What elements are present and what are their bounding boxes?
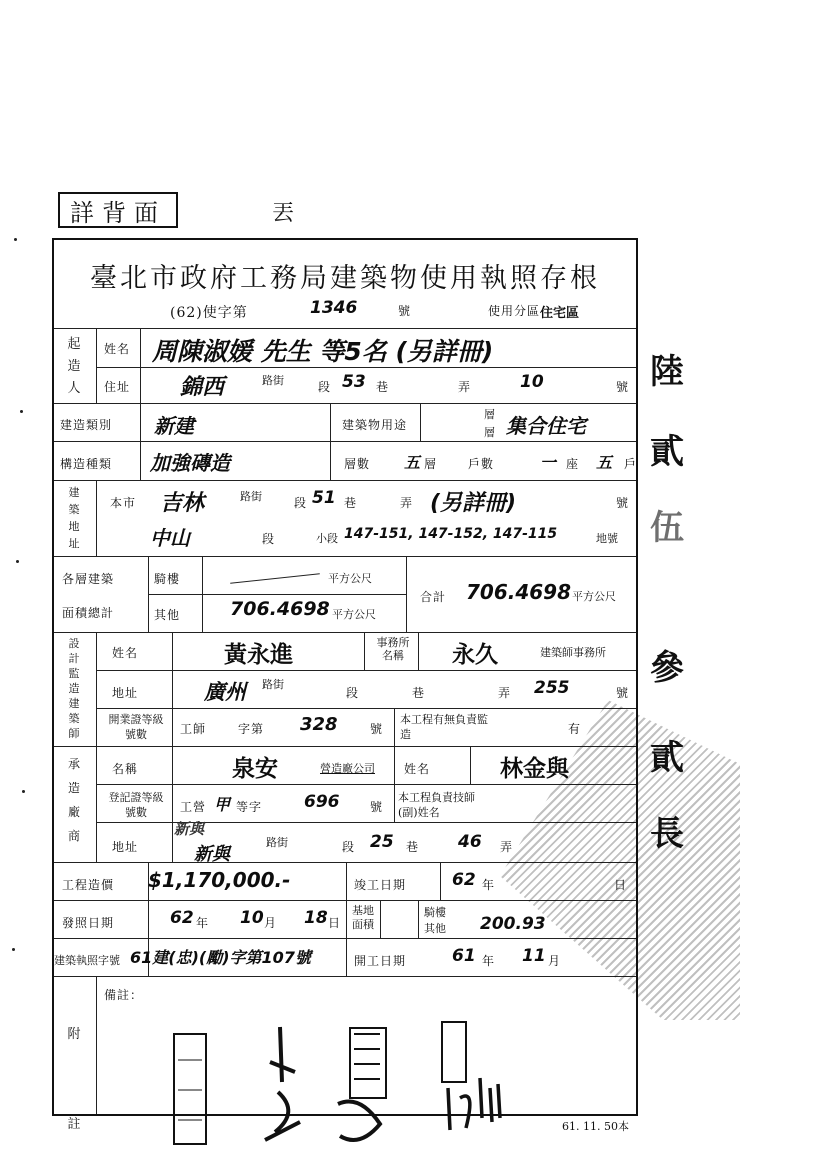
scan-speck <box>22 790 25 793</box>
office-value: 永久 <box>452 642 498 668</box>
applicant-addr-road: 路街 <box>262 374 284 387</box>
contractor-addr-lane-no: 25 <box>370 832 394 852</box>
rule <box>418 632 419 670</box>
permit-no: 1346 <box>310 298 358 318</box>
start-label: 開工日期 <box>354 954 407 968</box>
households-unit: 座 <box>566 457 580 471</box>
rule <box>96 784 636 785</box>
margin-char-2: 貳 <box>650 432 684 472</box>
issue-day-unit: 日 <box>328 916 342 930</box>
remarks-label: 備註： <box>104 988 144 1002</box>
applicant-addr-alley: 弄 <box>458 380 472 394</box>
license-no: 328 <box>300 714 338 735</box>
use-value: 集合住宅 <box>506 414 586 438</box>
issue-day: 18 <box>304 908 328 928</box>
rule <box>394 746 395 822</box>
households-value2: 五 <box>596 453 613 472</box>
base-other: 其他 <box>424 922 446 935</box>
permit-label: 建築執照字號 <box>54 954 120 967</box>
start-year-unit: 年 <box>482 954 496 968</box>
margin-char-5: 貳 <box>650 738 684 778</box>
office-label: 事務所名稱 <box>376 636 410 662</box>
permit-no-prefix: (62)使字第 <box>170 305 248 321</box>
contractor-addr-road: 路街 <box>266 836 288 849</box>
complete-year: 62 <box>452 870 476 890</box>
site-lane: 巷 <box>344 496 358 510</box>
contractor-addr-lane: 巷 <box>406 840 420 854</box>
signature-1 <box>260 1022 310 1152</box>
use-floor-b: 層 <box>484 426 495 439</box>
site-alley: 弄 <box>400 496 414 510</box>
other-area-label: 其他 <box>154 608 181 622</box>
issue-label: 發照日期 <box>62 916 115 930</box>
applicant-name-value: 周陳淑媛 先生 等5名 (另詳冊) <box>152 337 494 366</box>
architect-addr-sec: 段 <box>346 686 360 700</box>
supervisor-value: 有 <box>568 722 582 736</box>
site-city: 本市 <box>110 496 137 510</box>
scan-speck <box>14 238 17 241</box>
other-area-value: 706.4698 <box>230 598 330 620</box>
rule <box>96 632 97 862</box>
scan-speck <box>12 948 15 951</box>
land-district: 中山 <box>150 526 190 550</box>
applicant-name-label: 姓名 <box>104 342 131 356</box>
rule <box>364 632 365 670</box>
rule <box>330 403 331 441</box>
rule <box>54 938 636 939</box>
rule <box>140 328 141 403</box>
start-month-unit: 月 <box>548 954 562 968</box>
reg-label: 登記證等級號數 <box>108 791 164 819</box>
contractor-name-value: 泉安 <box>232 756 278 782</box>
rule <box>54 328 636 329</box>
license-hao: 號 <box>370 722 384 736</box>
reg-zi: 等字 <box>236 800 263 814</box>
architect-name-value: 黃永進 <box>224 642 293 668</box>
architect-addr-label: 地址 <box>112 686 139 700</box>
scan-speck <box>20 410 23 413</box>
rule <box>96 328 97 403</box>
contractor-addr-city: 新與 <box>194 844 230 865</box>
rule <box>54 632 636 633</box>
reg-no: 696 <box>304 792 340 812</box>
area-label-a: 各層建築 <box>62 572 115 586</box>
issue-month: 10 <box>240 908 264 928</box>
architect-addr-city: 廣州 <box>204 680 246 704</box>
area-label-b: 面積總計 <box>62 606 115 620</box>
total-area-label: 合計 <box>420 590 447 604</box>
margin-char-6: 長 <box>650 814 684 854</box>
permit-value: 61建(忠)(勵)字第107號 <box>130 948 311 967</box>
rule <box>470 746 471 784</box>
base-arcade: 騎樓 <box>424 906 446 919</box>
cost-value: $1,170,000.- <box>148 868 291 892</box>
architect-addr-no: 255 <box>534 678 570 698</box>
license-grade: 工師 <box>180 722 207 736</box>
rule <box>96 670 636 671</box>
site-hao: 號 <box>616 496 630 510</box>
rule <box>96 480 97 556</box>
rule <box>54 746 636 747</box>
cost-label: 工程造價 <box>62 878 115 892</box>
approval-seal-2 <box>330 1024 390 1152</box>
applicant-addr-hao: 號 <box>616 380 630 394</box>
start-year: 61 <box>452 946 476 966</box>
rule <box>406 556 407 632</box>
architect-name-label: 姓名 <box>112 646 139 660</box>
architect-section-label: 設計監造建築師 <box>68 637 80 740</box>
complete-day-unit: 日 <box>614 878 628 892</box>
structure-value: 加強磚造 <box>150 451 230 475</box>
signature-2 <box>436 1018 506 1138</box>
total-area-value: 706.4698 <box>466 580 572 604</box>
issue-month-unit: 月 <box>264 916 278 930</box>
contractor-section-label: 承造廠商 <box>67 757 80 843</box>
other-area-unit: 平方公尺 <box>332 608 376 621</box>
supervisor-label: 本工程有無負責監造 <box>400 713 488 741</box>
use-floor-a: 層 <box>484 408 495 421</box>
floors-value: 五 <box>404 453 421 472</box>
rule <box>96 708 636 709</box>
site-sec: 段 <box>294 496 308 510</box>
contractor-addr-alley: 弄 <box>500 840 514 854</box>
rule <box>54 480 636 481</box>
rule <box>418 900 419 938</box>
contractor-addr-sec: 段 <box>342 840 356 854</box>
floors-unit: 層 <box>424 457 438 471</box>
applicant-section-label: 起造人 <box>67 337 81 396</box>
issue-year-unit: 年 <box>196 916 210 930</box>
license-label: 開業證等級號數 <box>108 713 164 741</box>
base-value: 200.93 <box>480 914 546 934</box>
zone-label: 使用分區 <box>488 304 541 318</box>
rule <box>54 556 636 557</box>
complete-label: 竣工日期 <box>354 878 407 892</box>
architect-addr-alley: 弄 <box>498 686 512 700</box>
applicant-addr-no: 10 <box>520 372 544 392</box>
use-label: 建築物用途 <box>342 418 408 432</box>
form-title: 臺北市政府工務局建築物使用執照存根 <box>90 263 600 294</box>
contractor-name-suffix: 營造廠公司 <box>320 762 375 775</box>
margin-char-4: 參 <box>650 648 684 688</box>
notes-section-label: 附註 <box>67 1027 81 1132</box>
reg-hao: 號 <box>370 800 384 814</box>
architect-addr-road: 路街 <box>262 678 284 691</box>
zone-value: 住宅區 <box>540 306 580 321</box>
reg-grade: 甲 <box>214 795 231 814</box>
detail-back-label: 詳背面 <box>58 192 178 228</box>
form-code: 61. 11. 50本 <box>562 1120 629 1133</box>
rule <box>202 556 203 632</box>
rule <box>54 441 636 442</box>
rule <box>96 976 97 1114</box>
license-zi: 字第 <box>238 722 265 736</box>
rule <box>54 403 636 404</box>
header-mark: 丟 <box>272 201 295 226</box>
category-value: 新建 <box>154 414 194 438</box>
office-suffix: 建築師事務所 <box>540 646 606 659</box>
site-note: (另詳冊) <box>430 491 517 516</box>
start-month: 11 <box>522 946 546 966</box>
issue-year: 62 <box>170 908 194 928</box>
rule <box>172 632 173 862</box>
land-sec-label: 段 <box>262 532 276 546</box>
site-section-label: 建築地址 <box>68 486 80 550</box>
rule <box>140 403 141 480</box>
structure-label: 構造種類 <box>60 457 113 471</box>
site-road: 吉林 <box>160 491 205 516</box>
land-subsec: 小段 <box>316 532 338 545</box>
rule <box>420 403 421 441</box>
applicant-addr-city: 錦西 <box>180 375 225 400</box>
rule <box>440 862 441 900</box>
site-lane-no: 51 <box>312 488 336 508</box>
rule <box>148 594 406 595</box>
land-lots: 147-151, 147-152, 147-115 <box>344 526 558 542</box>
complete-year-unit: 年 <box>482 878 496 892</box>
architect-addr-hao: 號 <box>616 686 630 700</box>
site-road-unit: 路街 <box>240 490 262 503</box>
contractor-person-label: 姓名 <box>404 762 431 776</box>
reg-prefix: 工營 <box>180 800 207 814</box>
households-label: 戶數 <box>468 457 495 471</box>
rule <box>148 556 149 632</box>
arcade-label: 騎樓 <box>154 572 181 586</box>
arcade-unit: 平方公尺 <box>328 572 372 585</box>
floors-label: 層數 <box>344 457 371 471</box>
households-value: 一 <box>540 453 557 472</box>
applicant-addr-lane-no: 53 <box>342 372 366 392</box>
contractor-addr-label: 地址 <box>112 840 139 854</box>
total-area-unit: 平方公尺 <box>572 590 616 603</box>
base-label: 基地面積 <box>352 904 374 931</box>
households-unit2: 戶 <box>624 457 638 471</box>
contractor-addr-no: 46 <box>458 832 482 852</box>
rule <box>380 900 381 938</box>
rule <box>394 708 395 746</box>
tech-label: 本工程負責技師(副)姓名 <box>398 791 475 819</box>
margin-char-3: 伍 <box>650 508 684 548</box>
contractor-name-label: 名稱 <box>112 762 139 776</box>
contractor-addr-overwrite: 新與 <box>174 820 205 838</box>
land-suffix: 地號 <box>596 532 618 545</box>
approval-seal-1 <box>170 1030 210 1150</box>
applicant-addr-sec: 段 <box>318 380 332 394</box>
rule <box>54 976 636 977</box>
architect-addr-lane: 巷 <box>412 686 426 700</box>
applicant-addr-label: 住址 <box>104 380 131 394</box>
scan-speck <box>16 560 19 563</box>
margin-char-1: 陸 <box>650 352 684 392</box>
applicant-addr-lane: 巷 <box>376 380 390 394</box>
contractor-person-value: 林金與 <box>500 756 569 782</box>
rule <box>330 441 331 480</box>
category-label: 建造類別 <box>60 418 113 432</box>
permit-no-suffix: 號 <box>398 304 412 318</box>
rule <box>346 862 347 976</box>
